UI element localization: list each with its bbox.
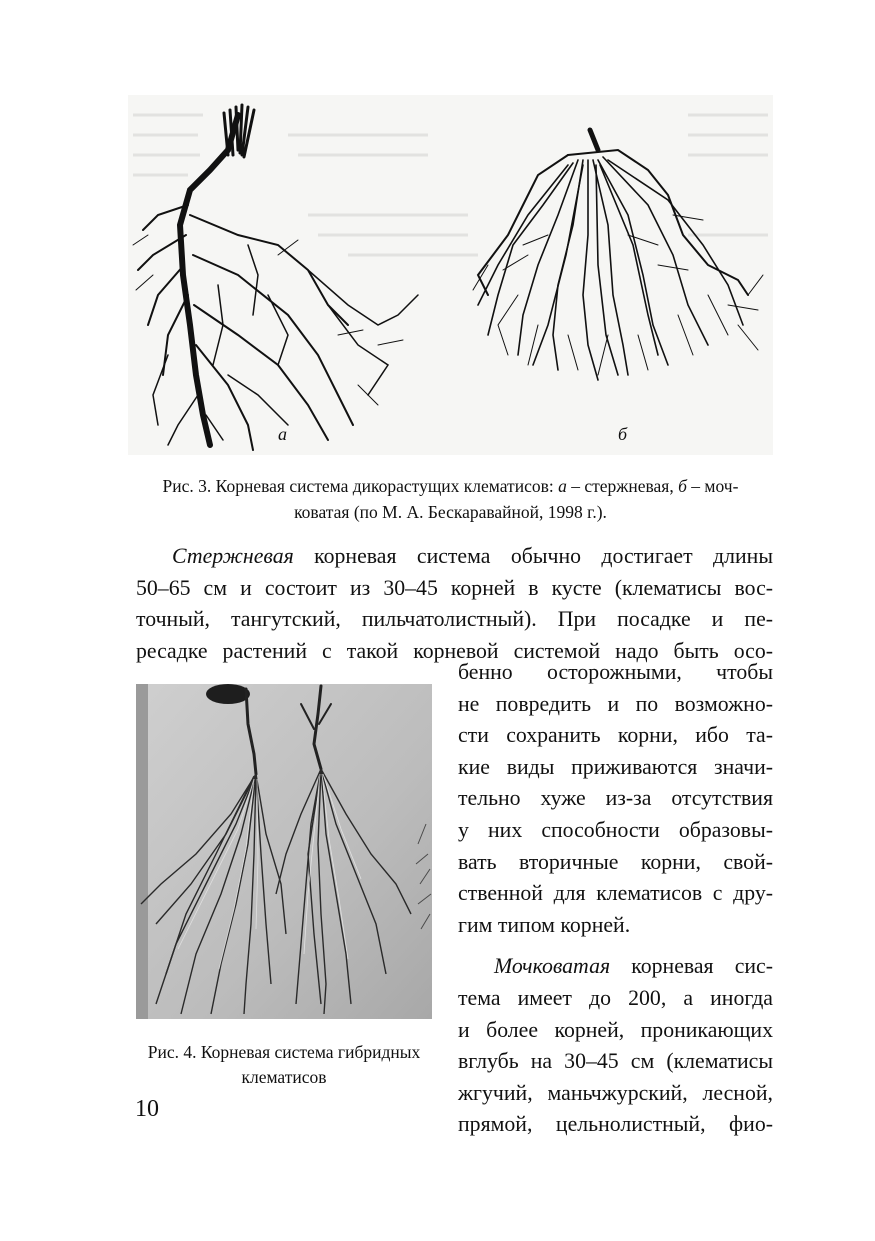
figure-3-root-systems <box>128 95 773 455</box>
column-line: тема имеет до 200, а иногда <box>458 985 773 1010</box>
page-number: 10 <box>135 1096 159 1122</box>
column-line: сти сохранить корни, ибо та- <box>458 723 773 748</box>
term-fibrous: Мочковатая <box>494 954 611 979</box>
column-line: Мочковатая корневая сис- <box>494 954 773 979</box>
paragraph-line: точный, тангутский, пильчатолистный). При посадке и пе- <box>136 607 773 631</box>
caption-label-a: а <box>558 476 567 496</box>
paragraph-taproot <box>136 541 773 667</box>
text-column-right <box>458 657 773 1141</box>
figure-4-photo <box>136 684 432 1019</box>
figure-3-illustration <box>128 95 773 455</box>
term-taproot: Стержневая <box>172 544 294 568</box>
column-line: прямой, цельнолистный, фио- <box>458 1112 773 1137</box>
figure-4-caption <box>128 1040 440 1090</box>
caption-line-2: коватая (по М. А. Бескаравайной, 1998 г.). <box>294 502 607 522</box>
column-line: жгучий, маньчжурский, лесной, <box>458 1080 773 1105</box>
column-line: кие виды приживаются значи- <box>458 754 773 779</box>
figure-3-label-a: а <box>278 424 287 444</box>
paragraph-line: 50–65 см и состоит из 30–45 корней в кусте (клематисы вос- <box>136 575 773 600</box>
column-line: и более корней, проникающих <box>458 1017 773 1042</box>
column-line: тельно хуже из-за отсутствия <box>458 786 773 811</box>
column-line: у них способности образовы- <box>458 817 773 842</box>
figure-4-illustration <box>136 684 432 1019</box>
caption-line-2: клематисов <box>241 1067 327 1087</box>
caption-prefix: Рис. 3. Корневая система дикорастущих клематисов: <box>162 476 559 496</box>
column-line: ственной для клематисов с дру- <box>458 881 773 906</box>
caption-line-1: Рис. 4. Корневая система гибридных <box>147 1042 421 1062</box>
paragraph-line: Стержневая корневая система обычно достигает длины <box>172 544 773 568</box>
paragraph-line: ресадке растений с такой корневой системой надо быть осо- <box>136 638 773 663</box>
column-line: вать вторичные корни, свой- <box>458 849 773 874</box>
figure-3-label-b: б <box>618 424 628 444</box>
caption-a-text: – стержневая, <box>566 476 679 496</box>
column-line: вглубь на 30–45 см (клематисы <box>458 1049 773 1074</box>
caption-b-text: – моч- <box>686 476 739 496</box>
column-line: не повредить и по возможно- <box>458 691 773 716</box>
column-line: гим типом корней. <box>458 912 631 937</box>
caption-label-b: б <box>678 476 687 496</box>
column-line: бенно осторожными, чтобы <box>458 660 773 684</box>
figure-3-caption <box>128 473 773 525</box>
